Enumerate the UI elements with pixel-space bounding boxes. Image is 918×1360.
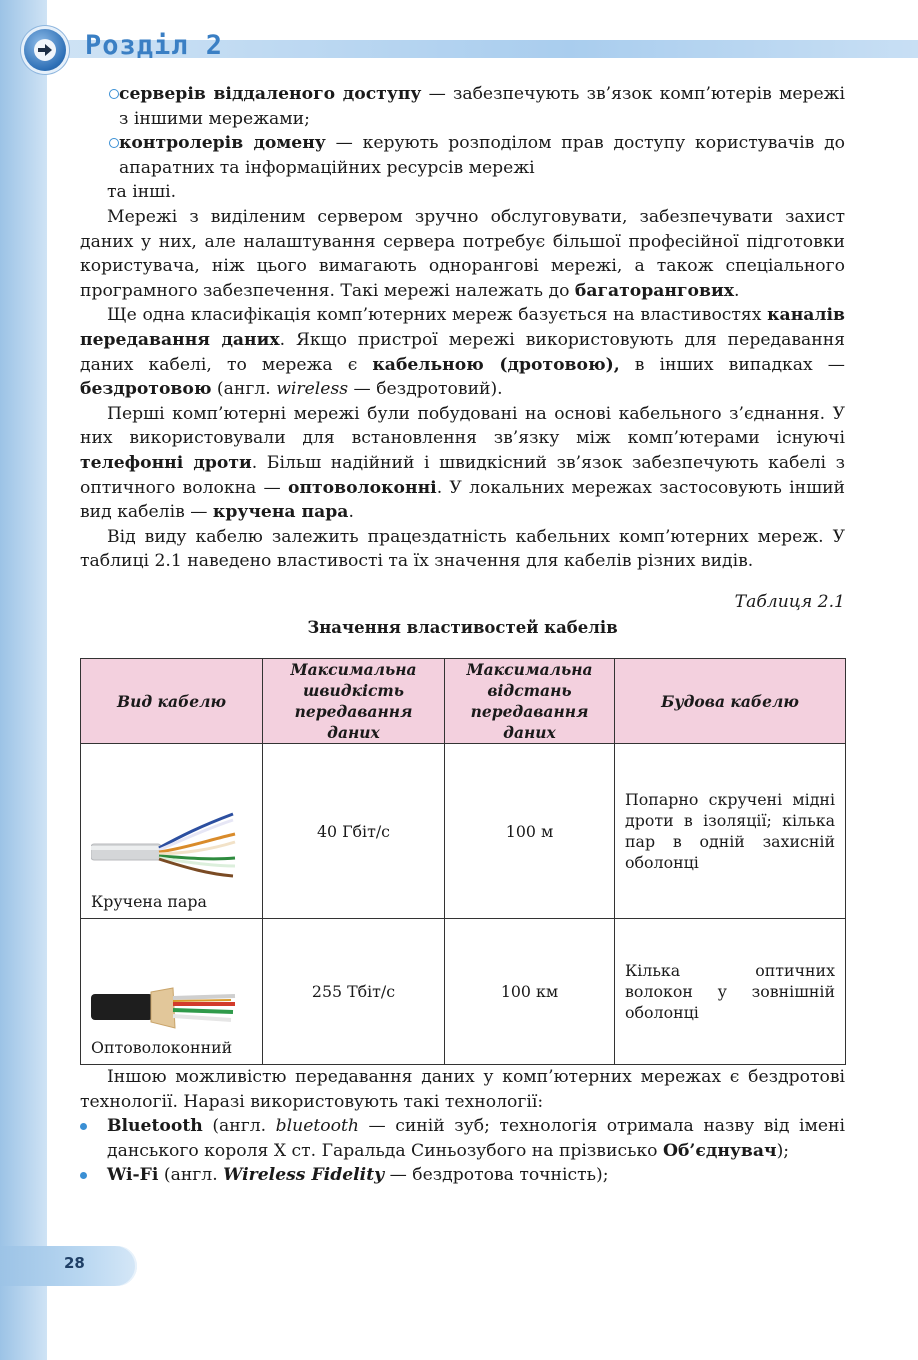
cable-type-label: Кручена пара <box>91 892 207 912</box>
paragraph-etc: та інші. <box>107 182 177 203</box>
table-cell-speed: 255 Тбіт/с <box>263 919 445 1065</box>
table-cell-structure: Кілька оптичних волокон у зовнішній оболонці <box>615 919 846 1065</box>
fiber-optic-cable-image <box>91 984 239 1032</box>
table-cell-structure: Попарно скручені мідні дроти в ізоляції; кілька пар в одній захисній оболонці <box>615 744 846 919</box>
table-cell-type <box>81 919 263 1065</box>
cable-type-label: Оптоволоконний <box>91 1038 233 1058</box>
paragraph: Мережі з виділеним сервером зручно обслуговувати, забезпечувати захист даних у них, але налаштування сервера потребує більшої професійної підготовки користувача, ніж цього вимагають однорангові мережі, а також спеціального програмного забезпечення. Такі мережі належать до багаторангових. <box>80 206 845 301</box>
list-item <box>80 131 845 180</box>
page-number: 28 <box>64 1254 85 1272</box>
table-title: Значення властивостей кабелів <box>307 618 618 638</box>
list-item: Bluetooth (англ. bluetooth — синій зуб; технологія отримала назву від імені данського короля X ст. Гаральда Синьозубого на прізвисько Об’єднувач); <box>80 1114 845 1163</box>
bullet-dot-icon <box>80 1172 87 1179</box>
list-item-term: контролерів домену <box>119 133 326 154</box>
hollow-bullet-icon <box>109 138 119 148</box>
paragraph: Іншою можливістю передавання даних у комп’ютерних мережах є бездротові технології. Наразі використовують такі технології: <box>80 1067 845 1112</box>
page-content <box>80 82 845 1188</box>
list-item: Wi-Fi (англ. Wireless Fidelity — бездротова точність); <box>80 1163 845 1188</box>
table-header-cell: Максимальна швидкість передавання даних <box>263 659 445 744</box>
table-caption: Таблиця 2.1 <box>734 591 845 612</box>
cable-properties-table <box>80 658 846 1065</box>
hollow-bullet-icon <box>109 89 119 99</box>
left-margin-band <box>0 0 47 1360</box>
table-header-cell: Вид кабелю <box>81 659 263 744</box>
table-row <box>81 919 846 1065</box>
twisted-pair-cable-image <box>91 806 239 886</box>
list-item <box>80 82 845 131</box>
table-header-cell: Максимальна відстань передавання даних <box>445 659 615 744</box>
paragraph: Ще одна класифікація комп’ютерних мереж базується на властивостях каналів передавання даних. Якщо пристрої мережі використовують для передавання даних кабелі, то мережа є кабельною (дротовою), в інших випадках — бездротовою (англ. wireless — бездротовий). <box>80 305 845 400</box>
table-header-row <box>81 659 846 744</box>
list-item-text: — керують розподілом прав доступу користувачів до апаратних та інформаційних ресурсів мережі <box>119 133 845 178</box>
list-item-term: серверів віддаленого доступу <box>119 84 422 104</box>
paragraph: Від виду кабелю залежить працездатність кабельних комп’ютерних мереж. У таблиці 2.1 наведено властивості та їх значення для кабелів різних видів. <box>80 526 845 572</box>
chapter-title: Розділ 2 <box>85 30 224 61</box>
table-cell-speed: 40 Гбіт/с <box>263 744 445 919</box>
arrow-right-circle-icon <box>24 29 66 71</box>
table-header-cell: Будова кабелю <box>615 659 846 744</box>
table-cell-type <box>81 744 263 919</box>
table-cell-distance: 100 км <box>445 919 615 1065</box>
table-cell-distance: 100 м <box>445 744 615 919</box>
table-row <box>81 744 846 919</box>
paragraph: Перші комп’ютерні мережі були побудовані на основі кабельного з’єднання. У них використовували для встановлення зв’язку між комп’ютерами існуючі телефонні дроти. Більш надійний і швидкісний зв’язок забезпечують кабелі з оптичного волокна — оптоволоконні. У локальних мережах застосовують інший вид кабелів — кручена пара. <box>80 403 845 523</box>
list-item-text: — забезпечують зв’язок комп’ютерів мережі з іншими мережами; <box>119 84 845 129</box>
bullet-dot-icon <box>80 1123 87 1130</box>
